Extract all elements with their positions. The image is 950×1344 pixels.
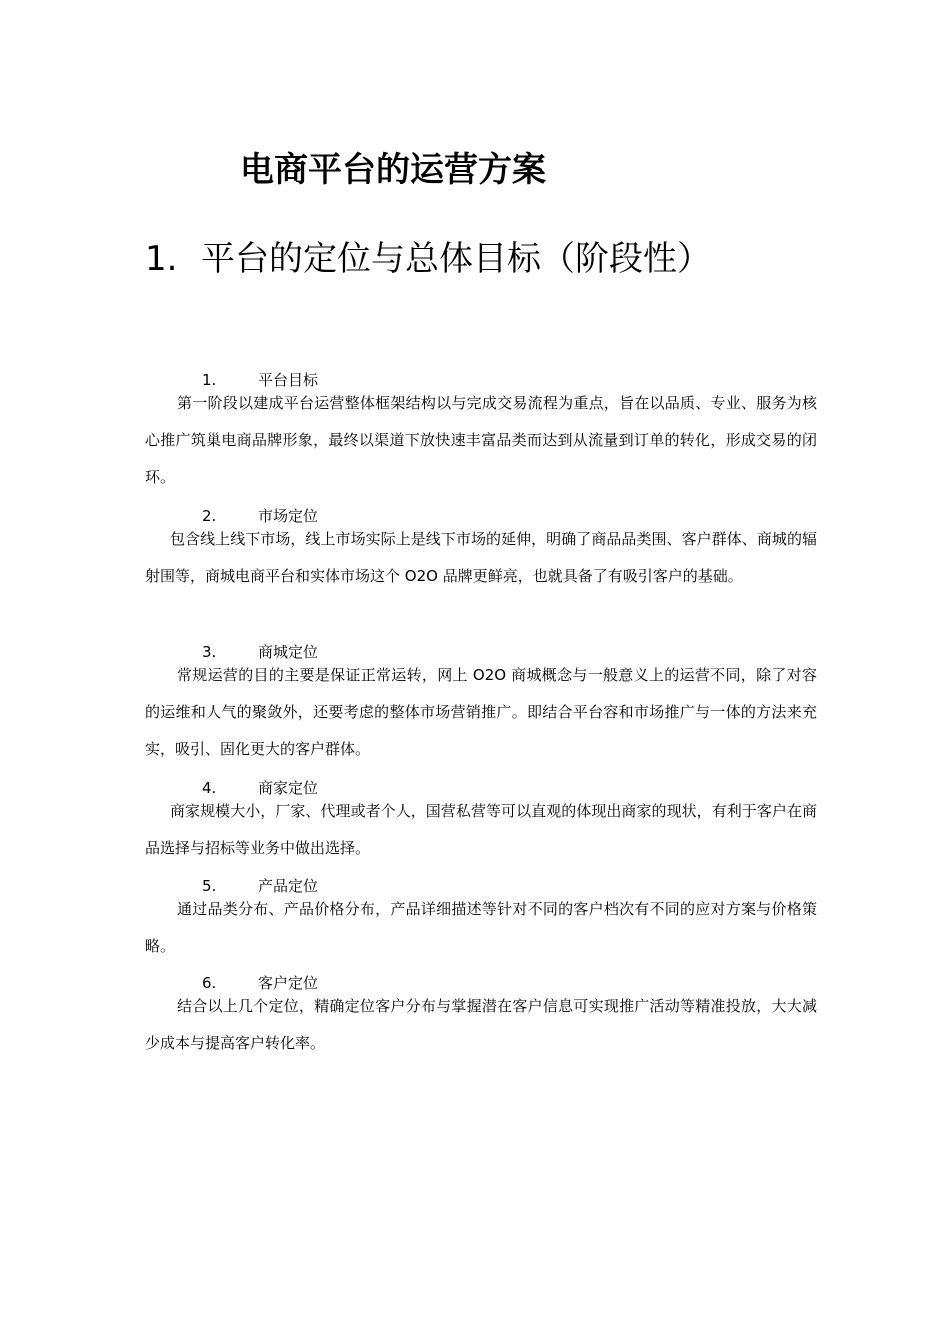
item-paragraph: 商家规模大小，厂家、代理或者个人，国营私营等可以直观的体现出商家的现状，有利于客户在商品选择与招标等业务中做出选择。 [145, 802, 817, 857]
item-paragraph: 包含线上线下市场，线上市场实际上是线下市场的延伸，明确了商品品类围、客户群体、商城的辐射围等，商城电商平台和实体市场这个 O2O 品牌更鲜亮，也就具备了有吸引客户的基础。 [145, 530, 817, 585]
list-item-customer-positioning [145, 972, 817, 1062]
item-heading [145, 875, 817, 897]
item-heading [145, 505, 817, 527]
item-number: 2. [202, 507, 217, 525]
item-number: 3. [202, 643, 217, 661]
item-label: 客户定位 [258, 974, 319, 992]
item-number: 5. [202, 877, 217, 895]
item-heading [145, 972, 817, 994]
section-title: 平台的定位与总体目标（阶段性） [201, 239, 711, 279]
item-paragraph: 第一阶段以建成平台运营整体框架结构以与完成交易流程为重点，旨在以品质、专业、服务为核心推广筑巢电商品牌形象，最终以渠道下放快速丰富品类而达到从流量到订单的转化，形成交易的闭环。 [145, 394, 817, 486]
list-item-product-positioning [145, 875, 817, 965]
list-item-market-positioning [145, 505, 817, 595]
item-paragraph: 常规运营的目的主要是保证正常运转，网上 O2O 商城概念与一般意义上的运营不同，除了对容的运维和人气的聚敛外，还要考虑的整体市场营销推广。即结合平台容和市场推广与一体的方法来充实，吸引、固化更大的客户群体。 [145, 666, 817, 758]
section-number: 1. [145, 239, 178, 279]
item-label: 产品定位 [258, 877, 319, 895]
item-label: 平台目标 [258, 371, 319, 389]
item-heading [145, 369, 817, 391]
item-label: 商城定位 [258, 643, 319, 661]
item-label: 商家定位 [258, 779, 319, 797]
item-paragraph: 结合以上几个定位，精确定位客户分布与掌握潜在客户信息可实现推广活动等精准投放，大大减少成本与提高客户转化率。 [145, 997, 817, 1052]
item-heading [145, 641, 817, 663]
item-paragraph: 通过品类分布、产品价格分布，产品详细描述等针对不同的客户档次有不同的应对方案与价格策略。 [145, 900, 817, 955]
list-item-platform-goal [145, 369, 817, 496]
section-heading [145, 231, 711, 280]
item-label: 市场定位 [258, 507, 319, 525]
item-number: 1. [202, 371, 217, 389]
item-number: 4. [202, 779, 217, 797]
list-item-merchant-positioning [145, 777, 817, 867]
list-item-mall-positioning [145, 641, 817, 768]
item-heading [145, 777, 817, 799]
item-number: 6. [202, 974, 217, 992]
document-title: 电商平台的运营方案 [240, 150, 546, 190]
